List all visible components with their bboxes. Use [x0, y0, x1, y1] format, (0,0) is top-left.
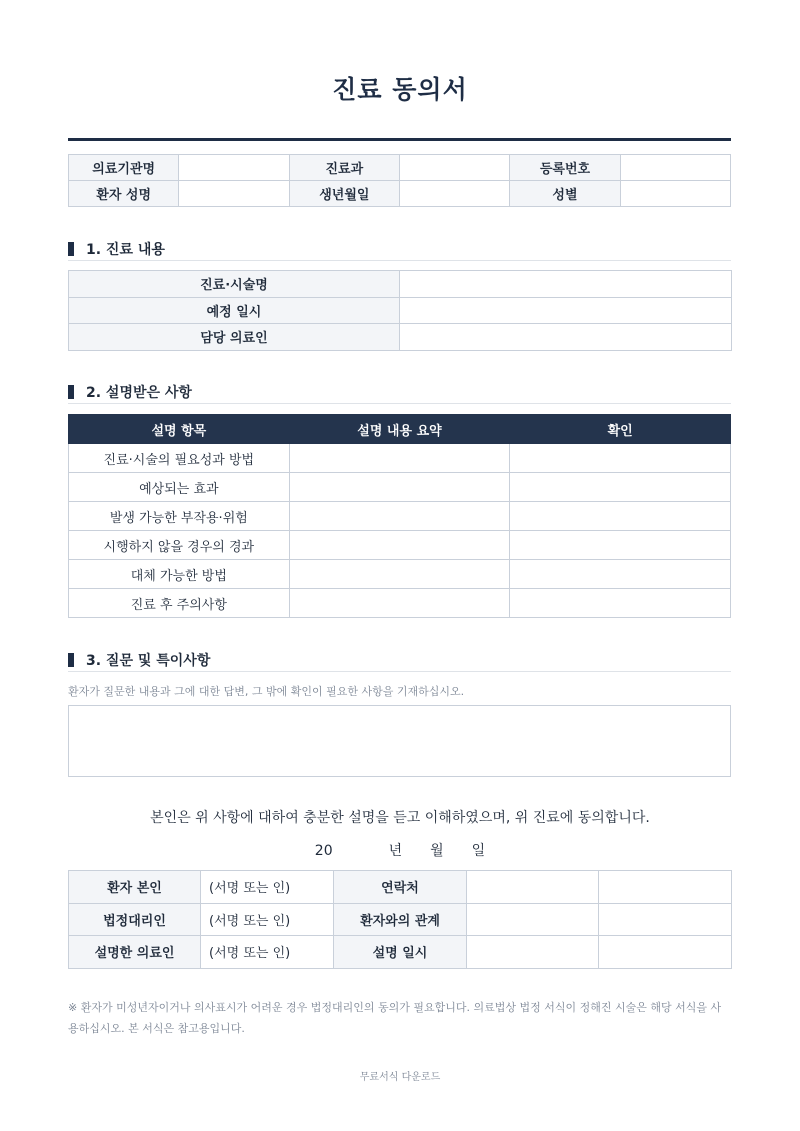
footer-text: 무료서식 다운로드	[359, 1072, 441, 1083]
explanation-item: 진료·시술의 필요성과 방법	[69, 444, 290, 473]
contact-field[interactable]	[467, 871, 599, 904]
section-title: 2. 설명받은 사항	[86, 385, 192, 401]
hospital-name-label: 의료기관명	[69, 155, 179, 181]
date-month-label: 월	[430, 843, 444, 859]
explanation-table	[68, 414, 731, 618]
section-heading-treatment	[68, 239, 731, 261]
explanation-item: 대체 가능한 방법	[69, 560, 290, 589]
patient-info-table	[68, 154, 731, 207]
signature-table	[68, 870, 732, 969]
department-label: 진료과	[289, 155, 399, 181]
table-row	[69, 155, 731, 181]
summary-field[interactable]	[289, 560, 510, 589]
hospital-name-field[interactable]	[179, 155, 289, 181]
summary-field[interactable]	[289, 589, 510, 618]
relationship-field-extra[interactable]	[599, 903, 732, 936]
scheduled-date-field[interactable]	[400, 297, 732, 324]
confirm-field[interactable]	[510, 502, 731, 531]
section-title: 3. 질문 및 특이사항	[86, 653, 211, 669]
section-heading-explanation	[68, 382, 731, 404]
confirm-field[interactable]	[510, 560, 731, 589]
table-row	[69, 936, 732, 969]
guardian-label: 법정대리인	[69, 903, 201, 936]
department-field[interactable]	[399, 155, 509, 181]
table-row	[69, 473, 731, 502]
procedure-name-field[interactable]	[400, 271, 732, 298]
column-header-item: 설명 항목	[69, 415, 290, 444]
confirm-field[interactable]	[510, 531, 731, 560]
explanation-item: 시행하지 않을 경우의 경과	[69, 531, 290, 560]
date-line	[0, 840, 800, 860]
procedure-name-label: 진료·시술명	[69, 271, 400, 298]
explaining-physician-label: 설명한 의료인	[69, 936, 201, 969]
table-row	[69, 444, 731, 473]
table-row	[69, 271, 732, 298]
table-row	[69, 560, 731, 589]
physician-label: 담당 의료인	[69, 324, 400, 351]
consent-statement: 본인은 위 사항에 대하여 충분한 설명을 듣고 이해하였으며, 위 진료에 동의합니다.	[150, 810, 650, 826]
explanation-datetime-label: 설명 일시	[334, 936, 467, 969]
footnote: ※ 환자가 미성년자이거나 의사표시가 어려운 경우 법정대리인의 동의가 필요합니다. 의료법상 법정 서식이 정해진 시술은 해당 서식을 사용하십시오. 본 서식은 참고용입니다.	[68, 1001, 722, 1035]
section-title: 1. 진료 내용	[86, 242, 165, 258]
explanation-datetime-field-extra[interactable]	[599, 936, 732, 969]
treatment-content-table	[68, 270, 732, 351]
column-header-summary: 설명 내용 요약	[289, 415, 510, 444]
table-row	[69, 324, 732, 351]
column-header-confirm: 확인	[510, 415, 731, 444]
contact-field-extra[interactable]	[599, 871, 732, 904]
confirm-field[interactable]	[510, 444, 731, 473]
table-header-row	[69, 415, 731, 444]
date-prefix: 20	[314, 843, 333, 859]
contact-label: 연락처	[334, 871, 467, 904]
summary-field[interactable]	[289, 473, 510, 502]
table-row	[69, 297, 732, 324]
relationship-field[interactable]	[467, 903, 599, 936]
explanation-item: 진료 후 주의사항	[69, 589, 290, 618]
explanation-item: 예상되는 효과	[69, 473, 290, 502]
section-marker	[68, 242, 74, 256]
explanation-item: 발생 가능한 부작용·위험	[69, 502, 290, 531]
confirm-field[interactable]	[510, 473, 731, 502]
summary-field[interactable]	[289, 444, 510, 473]
gender-field[interactable]	[620, 181, 730, 207]
table-row	[69, 502, 731, 531]
table-row	[69, 181, 731, 207]
date-year-label: 년	[388, 843, 403, 859]
summary-field[interactable]	[289, 502, 510, 531]
patient-name-label: 환자 성명	[69, 181, 179, 207]
birthdate-label: 생년월일	[289, 181, 399, 207]
birthdate-field[interactable]	[399, 181, 509, 207]
table-row	[69, 531, 731, 560]
relationship-label: 환자와의 관계	[334, 903, 467, 936]
patient-signer-label: 환자 본인	[69, 871, 201, 904]
section-marker	[68, 385, 74, 399]
patient-signature-field[interactable]: (서명 또는 인)	[201, 871, 334, 904]
registration-number-field[interactable]	[620, 155, 730, 181]
summary-field[interactable]	[289, 531, 510, 560]
date-day-label: 일	[471, 843, 486, 859]
physician-field[interactable]	[400, 324, 732, 351]
physician-signature-field[interactable]: (서명 또는 인)	[201, 936, 334, 969]
questions-textarea[interactable]	[68, 705, 731, 777]
guardian-signature-field[interactable]: (서명 또는 인)	[201, 903, 334, 936]
confirm-field[interactable]	[510, 589, 731, 618]
title-divider	[68, 138, 731, 141]
gender-label: 성별	[510, 181, 620, 207]
page-title: 진료 동의서	[332, 75, 468, 104]
table-row	[69, 903, 732, 936]
table-row	[69, 871, 732, 904]
section-heading-questions	[68, 650, 731, 672]
section-marker	[68, 653, 74, 667]
scheduled-date-label: 예정 일시	[69, 297, 400, 324]
table-row	[69, 589, 731, 618]
patient-name-field[interactable]	[179, 181, 289, 207]
questions-hint: 환자가 질문한 내용과 그에 대한 답변, 그 밖에 확인이 필요한 사항을 기재하십시오.	[68, 685, 465, 698]
registration-number-label: 등록번호	[510, 155, 620, 181]
explanation-datetime-field[interactable]	[467, 936, 599, 969]
